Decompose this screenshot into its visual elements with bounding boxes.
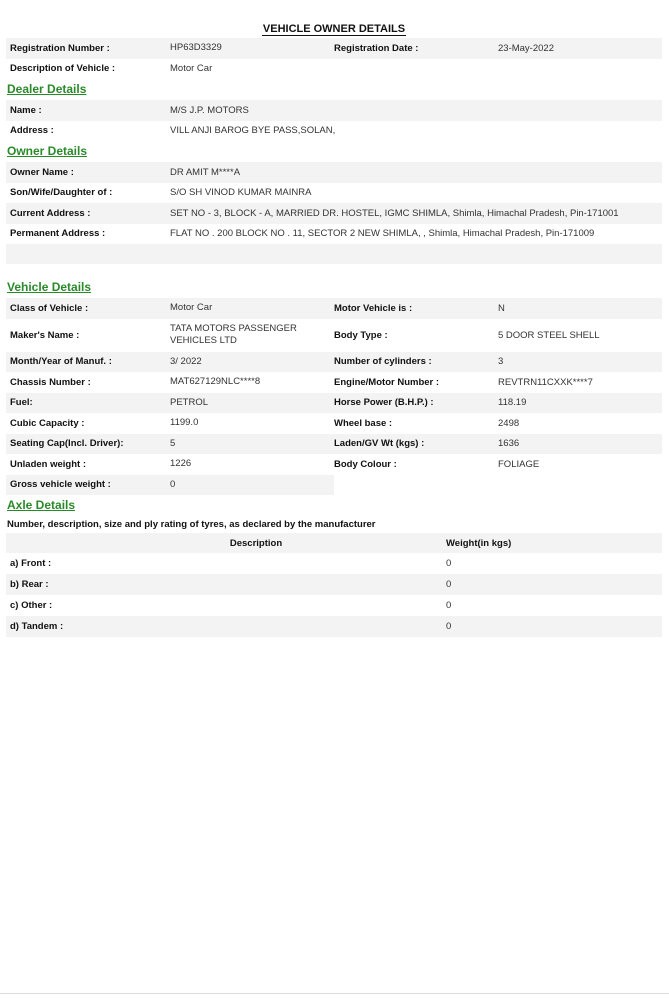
vehicle-detail-row: [6, 413, 662, 434]
registration-number-value: HP63D3329: [170, 42, 222, 54]
axle-table-body: [6, 553, 662, 637]
axle-weight-value: 0: [446, 600, 452, 611]
dealer-name-row: [6, 100, 662, 121]
vehicle-field-value: N: [498, 302, 505, 314]
vehicle-field-label: Chassis Number :: [10, 376, 91, 388]
vehicle-field-value: 118.19: [498, 397, 527, 409]
vehicle-details-heading: Vehicle Details: [7, 280, 92, 294]
axle-label: d) Tandem :: [10, 621, 64, 632]
owner-details-heading: Owner Details: [7, 144, 88, 158]
vehicle-field-label: Class of Vehicle :: [10, 302, 89, 314]
vehicle-detail-row: [6, 298, 662, 319]
axle-details-heading: Axle Details: [7, 498, 76, 512]
owner-name-row: [6, 162, 662, 183]
current-address-label: Current Address :: [10, 207, 91, 219]
owner-relation-row: [6, 183, 662, 204]
dealer-name-value: M/S J.P. MOTORS: [170, 104, 249, 116]
permanent-address-row: [6, 224, 662, 245]
vehicle-field-value: 5 DOOR STEEL SHELL: [498, 329, 600, 341]
axle-table-header: [6, 533, 662, 553]
vehicle-field-value: 5: [170, 437, 176, 449]
axle-label: c) Other :: [10, 600, 53, 611]
permanent-address-label: Permanent Address :: [10, 228, 106, 240]
vehicle-field-label: Cubic Capacity :: [10, 417, 85, 429]
vehicle-field-label: Laden/GV Wt (kgs) :: [334, 438, 425, 450]
axle-label: a) Front :: [10, 558, 52, 569]
axle-row: [6, 616, 662, 637]
registration-number-label: Registration Number :: [10, 42, 110, 54]
current-address-value: SET NO - 3, BLOCK - A, MARRIED DR. HOSTEL, IGMC SHIMLA, Shimla, Himachal Pradesh, Pin-171001: [170, 207, 619, 219]
description-label: Description of Vehicle :: [10, 63, 116, 75]
dealer-name-label: Name :: [10, 104, 42, 116]
vehicle-field-label: Engine/Motor Number :: [334, 376, 440, 388]
vehicle-field-value: Motor Car: [170, 302, 213, 314]
dealer-details-heading: Dealer Details: [7, 82, 87, 96]
registration-row: [6, 38, 662, 59]
permanent-address-value: FLAT NO . 200 BLOCK NO . 11, SECTOR 2 NEW SHIMLA, , Shimla, Himachal Pradesh, Pin-171009: [170, 228, 595, 240]
vehicle-field-value: REVTRN11CXXK****7: [498, 376, 593, 388]
axle-label: b) Rear :: [10, 579, 49, 590]
axle-note: Number, description, size and ply rating of tyres, as declared by the manufacturer: [7, 519, 376, 530]
vehicle-field-value: 1199.0: [170, 417, 199, 429]
vehicle-field-value: 1636: [498, 438, 520, 450]
vehicle-field-value: FOLIAGE: [498, 458, 540, 470]
vehicle-details-table: [6, 298, 662, 475]
vehicle-detail-row: [6, 352, 662, 373]
axle-weight-value: 0: [446, 579, 452, 590]
vehicle-field-value: 1226: [170, 458, 192, 470]
page-bottom-divider: [0, 993, 669, 994]
vehicle-field-label: Seating Cap(Incl. Driver):: [10, 438, 124, 450]
vehicle-detail-row: [6, 372, 662, 393]
vehicle-field-value: 3: [498, 356, 504, 368]
dealer-address-row: [6, 121, 662, 142]
dealer-address-label: Address :: [10, 125, 54, 137]
axle-row: [6, 595, 662, 616]
vehicle-field-value: PETROL: [170, 396, 209, 408]
axle-weight-header: Weight(in kgs): [446, 537, 512, 549]
gross-weight-value: 0: [170, 478, 176, 490]
vehicle-field-label: Number of cylinders :: [334, 356, 432, 368]
vehicle-detail-row: [6, 393, 662, 414]
description-value: Motor Car: [170, 62, 213, 74]
vehicle-field-label: Motor Vehicle is :: [334, 302, 413, 314]
gross-weight-row: [6, 475, 662, 496]
axle-weight-value: 0: [446, 621, 452, 632]
vehicle-detail-row: [6, 454, 662, 475]
blank-row: [6, 244, 662, 264]
axle-row: [6, 574, 662, 595]
axle-description-header: Description: [229, 537, 283, 549]
vehicle-field-label: Wheel base :: [334, 417, 393, 429]
axle-weight-value: 0: [446, 558, 452, 569]
current-address-row: [6, 203, 662, 224]
owner-relation-label: Son/Wife/Daughter of :: [10, 187, 113, 199]
vehicle-detail-row: [6, 319, 662, 352]
vehicle-field-label: Unladen weight :: [10, 458, 86, 470]
vehicle-field-label: Horse Power (B.H.P.) :: [334, 397, 434, 409]
dealer-address-value: VILL ANJI BAROG BYE PASS,SOLAN,: [170, 125, 336, 137]
registration-date-value: 23-May-2022: [498, 42, 554, 54]
vehicle-field-value: 2498: [498, 417, 520, 429]
vehicle-field-label: Maker's Name :: [10, 329, 80, 341]
vehicle-field-value: 3/ 2022: [170, 355, 202, 367]
document-title: VEHICLE OWNER DETAILS: [262, 23, 406, 35]
vehicle-field-label: Month/Year of Manuf. :: [10, 356, 112, 368]
vehicle-detail-row: [6, 434, 662, 455]
vehicle-field-label: Fuel:: [10, 397, 33, 409]
axle-row: [6, 553, 662, 574]
gross-weight-label: Gross vehicle weight :: [10, 479, 111, 491]
owner-name-label: Owner Name :: [10, 166, 74, 178]
vehicle-field-label: Body Type :: [334, 329, 388, 341]
vehicle-field-value: TATA MOTORS PASSENGER VEHICLES LTD: [170, 323, 297, 346]
vehicle-owner-document: [6, 20, 662, 637]
owner-name-value: DR AMIT M****A: [170, 166, 241, 178]
owner-relation-value: S/O SH VINOD KUMAR MAINRA: [170, 187, 312, 199]
vehicle-field-value: MAT627129NLC****8: [170, 376, 261, 388]
vehicle-field-label: Body Colour :: [334, 458, 397, 470]
description-row: [6, 59, 662, 80]
registration-date-label: Registration Date :: [334, 42, 419, 54]
section-gap: [6, 264, 662, 277]
